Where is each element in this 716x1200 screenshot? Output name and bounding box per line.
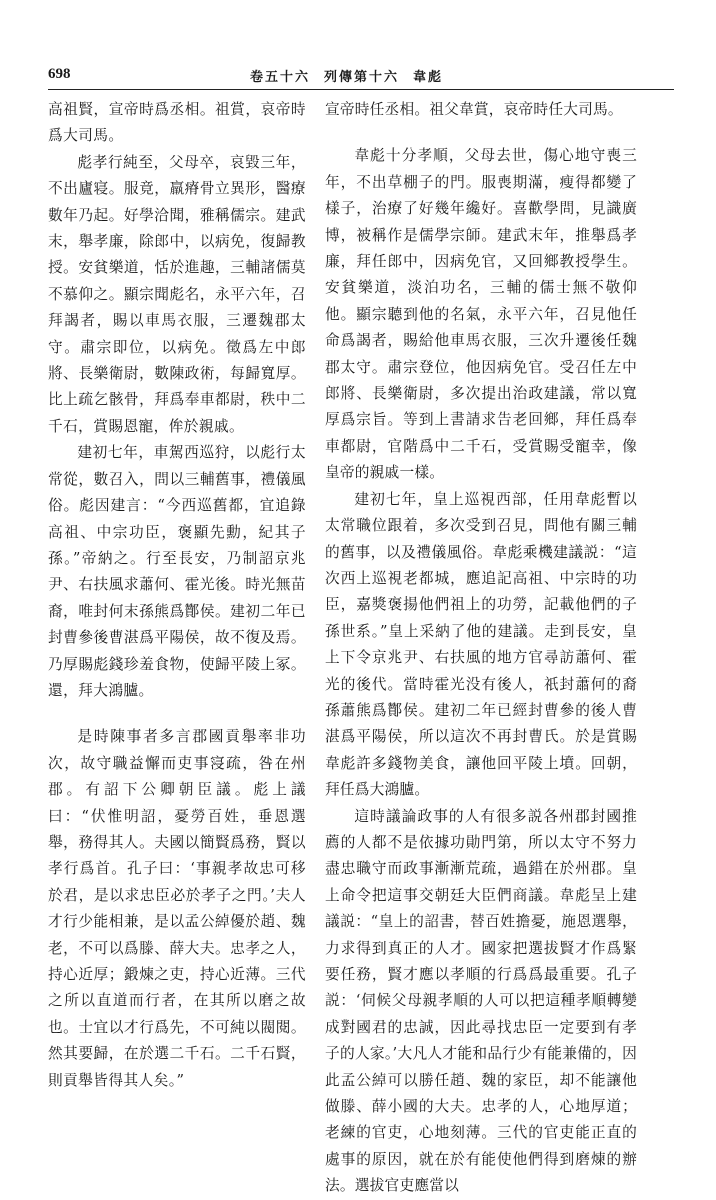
classical-paragraph: 高祖賢，宣帝時爲丞相。祖賞，哀帝時爲大司馬。 (48, 101, 306, 145)
header-rule (48, 89, 674, 90)
running-head (250, 66, 457, 85)
translation-paragraph: 這時議論政事的人有很多説各州郡封國推薦的人都不是依據功勛門第，所以太守不努力盡忠職守而政事漸漸荒疏，過錯在於州郡。皇上命令把這事交朝廷大臣們商議。韋彪呈上建議説：“皇上的詔書，替百姓擔憂，施恩選舉，力求得到真正的人才。國家把選拔賢才作爲緊要任務，賢才應以孝順的行爲爲最重要。孔子説：‘伺候父母親孝順的人可以把這種孝順轉變成對國君的忠誠，因此尋找忠臣一定要到有孝子的人家。’大凡人才能和品行少有能兼備的，因此孟公綽可以勝任趙、魏的家臣，却不能讓他做滕、薛小國的大夫。忠孝的人，心地厚道；老練的官吏，心地刻薄。三代的官吏能正直的處事的原因，就在於有能使他們得到磨煉的辦法。選拔官吏應當以 (325, 807, 637, 1195)
classical-paragraph: 彪孝行純至，父母卒，哀毀三年，不出廬寝。服竟，羸瘠骨立異形，醫療數年乃起。好學洽聞，雅稱儒宗。建武末，舉孝廉，除郎中，以病免，復歸教授。安貧樂道，恬於進趣，三輔諸儒莫不慕仰之。顯宗聞彪名，永平六年，召拜謁者，賜以車馬衣服，三遷魏郡太守。肅宗即位，以病免。徵爲左中郎將、長樂衛尉，數陳政術，每歸寬厚。比上疏乞骸骨，拜爲奉車都尉，秩中二千石，賞賜恩寵，侔於親戚。 (48, 153, 306, 435)
classical-paragraph: 是時陳事者多言郡國貢舉率非功次，故守職益懈而吏事寖疏，咎在州郡。有詔下公卿朝臣議。彪上議曰：“伏惟明詔，憂勞百姓，垂恩選舉，務得其人。夫國以簡賢爲務，賢以孝行爲首。孔子曰：‘事親孝故忠可移於君，是以求忠臣必於孝子之門。’夫人才行少能相兼，是以孟公綽優於趙、魏老，不可以爲滕、薛大夫。忠孝之人，持心近厚；鍛煉之吏，持心近薄。三代之所以直道而行者，在其所以磨之故也。士宜以才行爲先，不可純以閥閱。然其要歸，在於選二千石。二千石賢，則貢舉皆得其人矣。” (48, 728, 306, 1089)
page-number: 698 (48, 66, 71, 82)
translation-paragraph: 宣帝時任丞相。祖父韋賞，哀帝時任大司馬。 (325, 101, 623, 118)
classical-paragraph: 建初七年，車駕西巡狩，以彪行太常從，數召入，問以三輔舊事，禮儀風俗。彪因建言：“今西巡舊都，宜追錄高祖、中宗功臣，褒顯先勳，紀其子孫。”帝納之。行至長安，乃制詔京兆尹、右扶風求蕭何、霍光後。時光無苗裔，唯封何末孫熊爲酇侯。建初二年已封曹參後曹湛爲平陽侯，故不復及焉。乃厚賜彪錢珍羞食物，使歸平陵上冢。還，拜大鴻臚。 (48, 444, 306, 699)
translation-paragraph: 韋彪十分孝順，父母去世，傷心地守喪三年，不出草棚子的門。服喪期滿，瘦得都變了樣子，治療了好幾年纔好。喜歡學問，見識廣博，被稱作是儒學宗師。建武末年，推舉爲孝廉，拜任郎中，因病免官，又回鄉教授學生。安貧樂道，淡泊功名，三輔的儒士無不敬仰他。顯宗聽到他的名氣，永平六年，召見他任命爲謁者，賜給他車馬衣服，三次升遷後任魏郡太守。肅宗登位，他因病免官。受召任左中郎將、長樂衛尉，多次提出治政建議，常以寬厚爲宗旨。等到上書請求告老回鄉，拜任爲奉車都尉，官階爲中二千石，受賞賜受寵幸，像皇帝的親戚一樣。 (325, 147, 637, 482)
classical-text-column (48, 97, 306, 1089)
volume-label: 卷五十六 (250, 70, 311, 85)
translation-text-column (325, 97, 637, 1195)
translation-paragraph: 建初七年，皇上巡視西部，任用韋彪暫以太常職位跟着，多次受到召見，問他有關三輔的舊事，以及禮儀風俗。韋彪乘機建議説：“這次西上巡視老都城，應追記高祖、中宗時的功臣，嘉獎褒揚他們祖上的功勞，記載他們的子孫世系。”皇上采納了他的建議。走到長安，皇上下令京兆尹、右扶風的地方官尋訪蕭何、霍光的後代。當時霍光没有後人，祇封蕭何的裔孫蕭熊爲酇侯。建初二年已經封曹參的後人曹湛爲平陽侯，所以這次不再封曹氏。於是賞賜韋彪許多錢物美食，讓他回平陵上墳。回朝，拜任爲大鴻臚。 (325, 490, 637, 799)
section-label: 列傳第十六 (324, 70, 400, 85)
chapter-label: 韋彪 (413, 70, 444, 85)
